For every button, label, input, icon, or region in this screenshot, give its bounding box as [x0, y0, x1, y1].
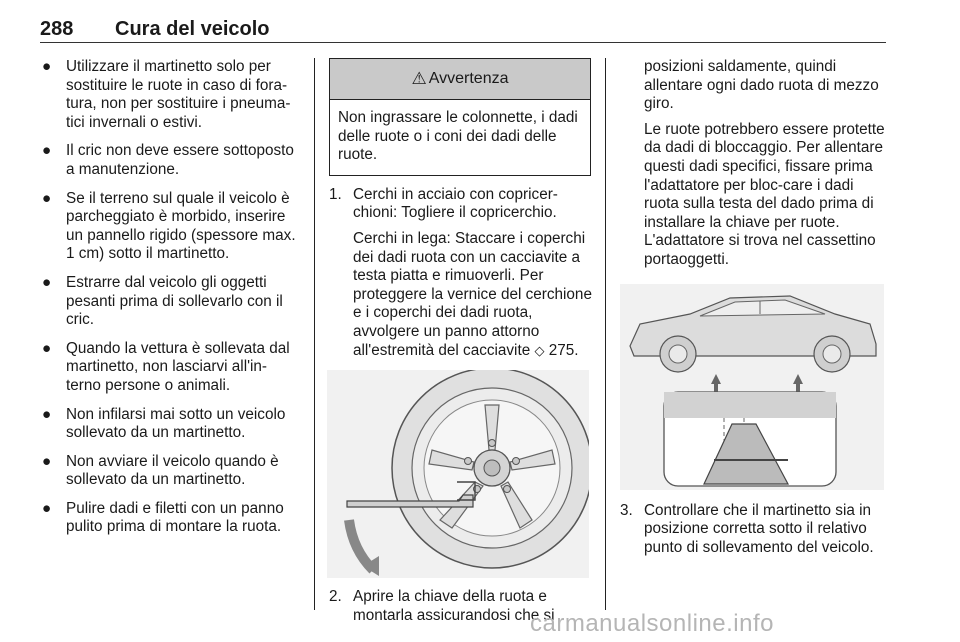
warning-text: Non ingrassare le colonnette, i dadi delle ruote o i coni dei dadi delle ruote. [338, 109, 578, 164]
warning-triangle-icon: ⚠ [411, 68, 427, 88]
step-2-continuation: posizioni saldamente, quindi allentare ogni dado ruota di mezzo giro. [644, 58, 879, 113]
section-title: Cura del veicolo [115, 18, 270, 40]
warning-header [330, 59, 590, 100]
step-3 [620, 502, 886, 558]
step-paragraph: Cerchi in lega: Staccare i coperchi dei dadi ruota con un cacciavite a testa piatta e rimuoverli. Per proteggere la vernice del cerchione e i coperchi dei dadi ruota, avvolgere un panno attorno all'estremità del cacciavite ◇ 275. [353, 229, 592, 359]
column-divider [605, 58, 606, 610]
bullet-item: ● Estrarre dal veicolo gli oggetti pesanti prima di sollevarlo con il cric. [42, 273, 283, 329]
page-number: 288 [40, 18, 74, 40]
bullet-item: ● Non infilarsi mai sotto un veicolo sollevato da un martinetto. [42, 405, 286, 442]
bullet-dot-icon: ● [42, 189, 52, 207]
column-left [42, 58, 300, 547]
bullet-dot-icon: ● [42, 405, 52, 423]
bullet-item: ● Quando la vettura è sollevata dal martinetto, non lasciarvi all'in-terno persone o animali. [42, 339, 290, 394]
step-1 [329, 186, 593, 360]
jack-position-illustration [620, 284, 884, 490]
step-number: 3. [620, 501, 633, 519]
warning-box [329, 58, 591, 176]
bullet-dot-icon: ● [42, 142, 52, 160]
warning-title: Avvertenza [428, 69, 509, 87]
bullet-item: ● Utilizzare il martinetto solo per sostituire le ruote in caso di fora-tura, non per sostituire i pneuma-tici invernali o estivi. [42, 58, 291, 131]
column-right [620, 58, 886, 557]
page-header [40, 8, 886, 43]
bullet-dot-icon: ● [42, 273, 52, 291]
step-text: Aprire la chiave della ruota e montarla assicurandosi che si [353, 588, 555, 624]
wheel-cover-removal-illustration [327, 370, 589, 578]
column-middle [329, 58, 593, 625]
step-number: 2. [329, 588, 342, 606]
bullet-dot-icon: ● [42, 58, 52, 75]
bullet-item: ● Non avviare il veicolo quando è sollevato da un martinetto. [42, 452, 279, 489]
step-paragraph: Le ruote potrebbero essere protette da dadi di bloccaggio. Per allentare questi dadi specifici, fissare prima l'adattatore per bloc-care i dadi ruota sulla testa del dado prima di installare la chiave per ruote. L'adattatore si trova nel cassettino portaoggetti. [644, 120, 885, 268]
page-reference: 275. [548, 341, 579, 359]
bullet-dot-icon: ● [42, 339, 52, 357]
step-text: Controllare che il martinetto sia in posizione corretta sotto il relativo punto di sollevamento del veicolo. [644, 501, 874, 556]
page-reference-icon: ◇ [534, 342, 545, 358]
bullet-item: ● Pulire dadi e filetti con un panno pulito prima di montare la ruota. [42, 499, 284, 536]
bullet-dot-icon: ● [42, 452, 52, 470]
bullet-item: ● Il cric non deve essere sottoposto a manutenzione. [42, 142, 294, 178]
column-divider [314, 58, 315, 610]
bullet-dot-icon: ● [42, 499, 52, 517]
step-number: 1. [329, 185, 342, 203]
watermark: carmanualsonline.info [530, 610, 774, 637]
step-text: Cerchi in acciaio con copricer-chioni: Togliere il copricerchio. [353, 185, 558, 222]
bullet-item: ● Se il terreno sul quale il veicolo è parcheggiato è morbido, inserire un pannello rigido (spessore max. 1 cm) sotto il martinetto. [42, 189, 296, 263]
